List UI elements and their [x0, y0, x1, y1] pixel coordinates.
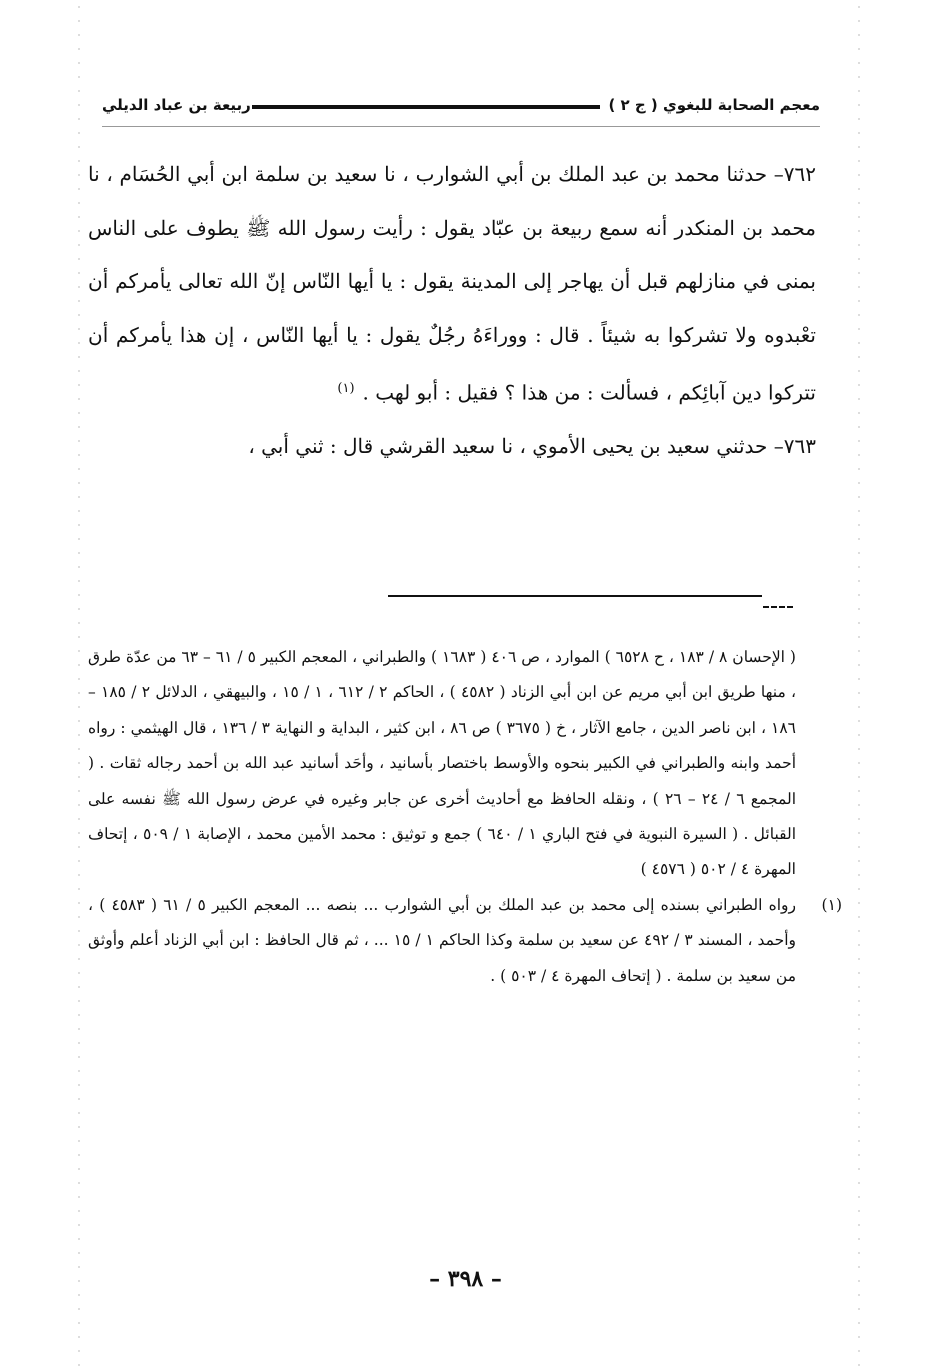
footnote-1-number: (١) — [821, 895, 842, 914]
page-number: – ٣٩٨ – — [429, 1266, 502, 1292]
header-underline — [102, 126, 820, 127]
main-text — [88, 148, 816, 474]
footnotes — [88, 640, 842, 994]
footnote-1 — [88, 888, 842, 994]
header-entry-name: ربيعة بن عباد الديلي — [102, 96, 251, 114]
hadith-763: ٧٦٣– حدثني سعيد بن يحيى الأموي ، نا سعيد القرشي قال : ثني أبي ، — [248, 434, 816, 459]
header-rule — [252, 105, 600, 109]
footnote-1-text: رواه الطبراني بسنده إلى محمد بن عبد الملك بن أبي الشوارب ... بنصه ... المعجم الكبير ٥ / ٦١ ( ٤٥٨٣ ) ، وأحمد ، المسند ٣ / ٤٩٢ عن سعيد بن سلمة وكذا الحاكم ١ / ١٥ ... ، ثم قال الحافظ : ابن أبي الزناد أعلم وأوثق من سعيد بن سلمة . ( إتحاف المهرة ٤ / ٥٠٣ ) . — [88, 895, 797, 985]
footnote-continued: ( الإحسان ٨ / ١٨٣ ، ح ٦٥٢٨ ) الموارد ، ص ٤٠٦ ( ١٦٨٣ ) والطبراني ، المعجم الكبير ٥ / ٦١ – ٦٣ من عدّة طرق ، منها طريق ابن أبي مريم عن ابن أبي الزناد ( ٤٥٨٢ ) ، الحاكم ٢ / ٦١٢ ، ١ / ١٥ ، والبيهقي ، الدلائل ٢ / ١٨٥ – ١٨٦ ، ابن ناصر الدين ، جامع الآثار ، خ ( ٣٦٧٥ ) ص ٨٦ ، ابن كثير ، البداية و النهاية ٣ / ١٣٦ ، قال الهيثمي : رواه أحمد وابنه والطبراني في الكبير بنحوه والأوسط باختصار بأسانيد ، وأحَد أسانيد عبد الله بن أحمد رجاله ثقات . ( المجمع ٦ / ٢٤ – ٢٦ ) ، ونقله الحافظ مع أحاديث أخرى عن جابر وغيره في عرض رسول الله ﷺ نفسه على القبائل . ( السيرة النبوية في فتح الباري ١ / ٦٤٠ ) جمع و توثيق : محمد الأمين محمد ، الإصابة ١ / ٥٠٩ ، إتحاف المهرة ٤ / ٥٠٢ ( ٤٥٧٦ ) — [88, 648, 797, 879]
scan-edge-dots-left — [78, 0, 80, 1366]
running-header — [102, 96, 820, 128]
footnote-reference: (١) — [337, 381, 355, 396]
hadith-762-text: ٧٦٢– حدثنا محمد بن عبد الملك بن أبي الشوارب ، نا سعيد بن سلمة ابن أبي الحُسَام ، نا محمد بن المنكدر أنه سمع ربيعة بن عبّاد يقول : رأيت رسول الله ﷺ يطوف على الناس بمنى في منازلهم قبل أن يهاجر إلى المدينة يقول : يا أيها النّاس إنّ الله تعالى يأمركم أن تعْبدوه ولا تشركوا به شيئاً . قال : ووراءَهُ رجُلٌ يقول : يا أيها النّاس ، إن هذا يأمركم أن تتركوا دين آبائِكم ، فسألت : من هذا ؟ فقيل : أبو لهب . — [88, 162, 816, 405]
footnote-continuation-mark — [763, 606, 793, 611]
hadith-762 — [88, 148, 816, 420]
header-book-title: معجم الصحابة للبغوي ( ج ٢ ) — [608, 96, 820, 114]
footnote-divider — [388, 595, 762, 597]
scan-edge-dots-right — [858, 0, 860, 1366]
